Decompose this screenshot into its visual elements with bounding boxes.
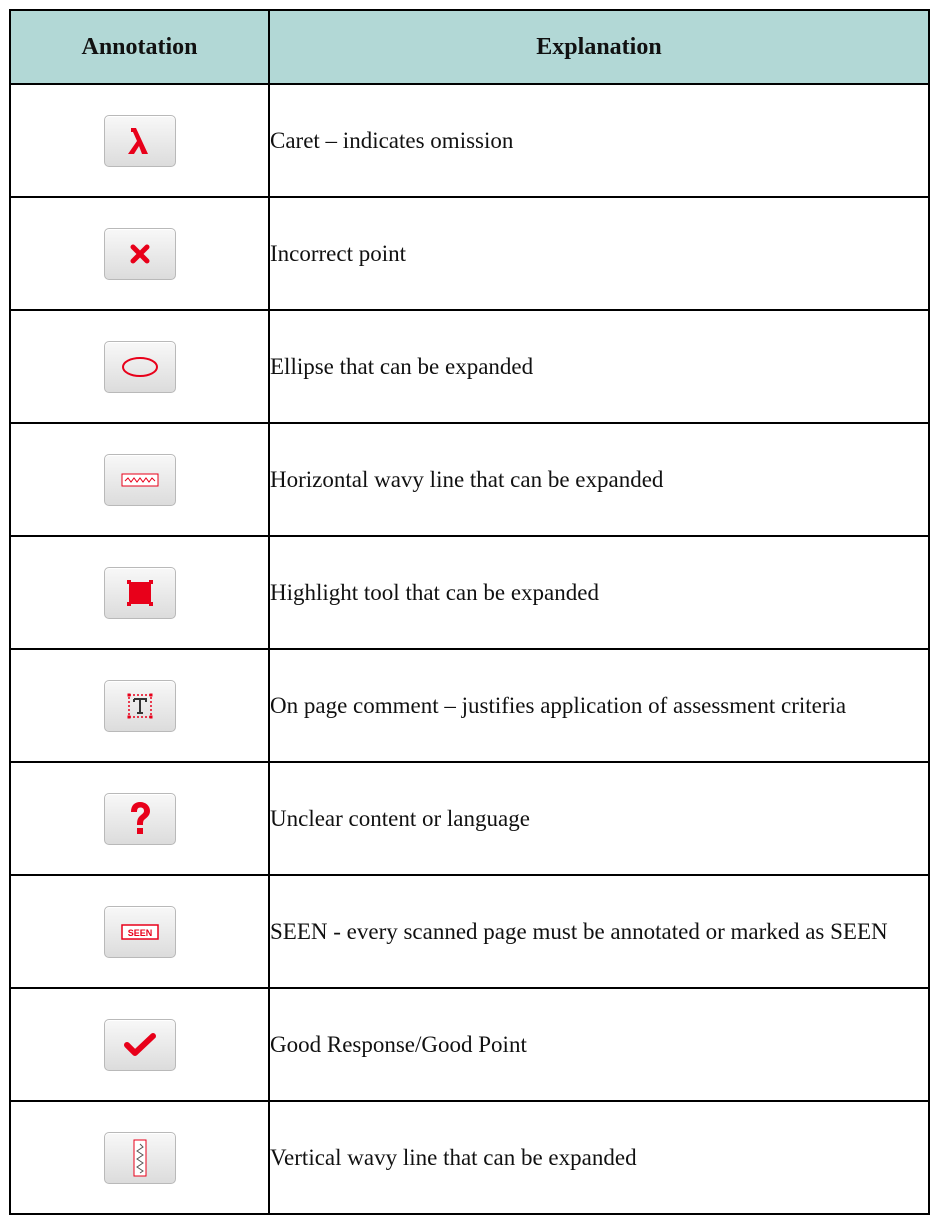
annotation-table	[9, 9, 930, 1215]
vertical-wavy-line-button[interactable]	[104, 1132, 176, 1184]
explanation-cell: Unclear content or language	[269, 762, 929, 875]
annotation-cell	[10, 423, 269, 536]
text-comment-icon	[125, 691, 155, 721]
table-row	[10, 84, 929, 197]
annotation-cell	[10, 762, 269, 875]
table-row	[10, 197, 929, 310]
annotation-cell	[10, 1101, 269, 1214]
highlight-button[interactable]	[104, 567, 176, 619]
table-row	[10, 536, 929, 649]
explanation-cell: Caret – indicates omission	[269, 84, 929, 197]
table-row	[10, 988, 929, 1101]
ellipse-icon	[118, 353, 162, 381]
annotation-cell	[10, 988, 269, 1101]
header-annotation: Annotation	[10, 10, 269, 84]
caret-button[interactable]	[104, 115, 176, 167]
annotation-cell	[10, 84, 269, 197]
header-explanation: Explanation	[269, 10, 929, 84]
annotation-cell	[10, 310, 269, 423]
question-mark-button[interactable]	[104, 793, 176, 845]
explanation-cell: Vertical wavy line that can be expanded	[269, 1101, 929, 1214]
vertical-wavy-line-icon	[130, 1138, 150, 1178]
ellipse-button[interactable]	[104, 341, 176, 393]
table-row	[10, 423, 929, 536]
tick-button[interactable]	[104, 1019, 176, 1071]
seen-stamp-text: SEEN	[127, 927, 152, 938]
seen-stamp-icon	[120, 922, 160, 942]
explanation-cell: Incorrect point	[269, 197, 929, 310]
annotation-cell	[10, 536, 269, 649]
explanation-cell: On page comment – justifies application of assessment criteria	[269, 649, 929, 762]
seen-stamp-button[interactable]	[104, 906, 176, 958]
header-row	[10, 10, 929, 84]
explanation-cell: Ellipse that can be expanded	[269, 310, 929, 423]
explanation-cell: Good Response/Good Point	[269, 988, 929, 1101]
annotation-cell	[10, 197, 269, 310]
text-comment-button[interactable]	[104, 680, 176, 732]
question-mark-icon	[125, 800, 155, 838]
table-row	[10, 762, 929, 875]
table-row	[10, 649, 929, 762]
table-row	[10, 1101, 929, 1214]
caret-icon	[123, 124, 157, 158]
horizontal-wavy-line-button[interactable]	[104, 454, 176, 506]
annotation-cell	[10, 649, 269, 762]
explanation-cell: SEEN - every scanned page must be annotated or marked as SEEN	[269, 875, 929, 988]
table-row	[10, 875, 929, 988]
tick-icon	[123, 1031, 157, 1059]
explanation-cell: Highlight tool that can be expanded	[269, 536, 929, 649]
cross-button[interactable]	[104, 228, 176, 280]
horizontal-wavy-line-icon	[120, 470, 160, 490]
highlight-icon	[123, 576, 157, 610]
annotation-cell	[10, 875, 269, 988]
table-row	[10, 310, 929, 423]
explanation-cell: Horizontal wavy line that can be expanded	[269, 423, 929, 536]
cross-icon	[128, 242, 152, 266]
